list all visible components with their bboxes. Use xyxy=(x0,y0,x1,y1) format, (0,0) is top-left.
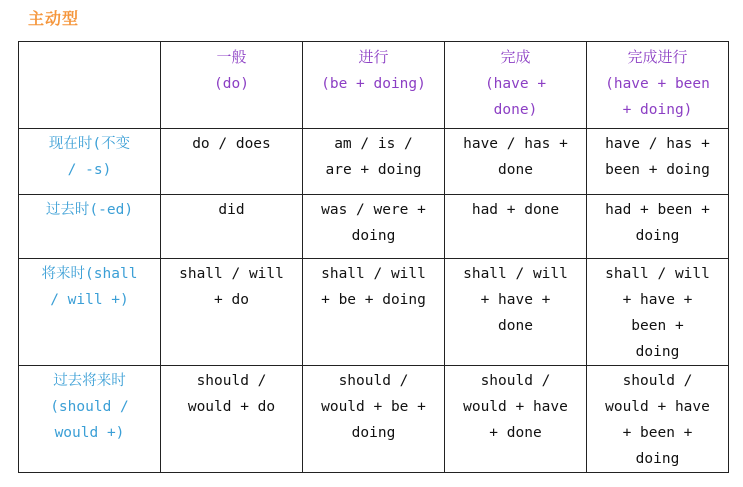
table-cell: shall / will + do xyxy=(161,259,303,366)
table-cell: am / is / are + doing xyxy=(303,129,445,195)
row-header: 现在时(不变 / -s) xyxy=(19,129,161,195)
tense-table xyxy=(18,41,729,473)
column-header-name: 进行 xyxy=(358,48,389,66)
table-row xyxy=(19,195,729,259)
column-header-form: (be + doing) xyxy=(321,76,426,92)
page-title: 主动型 xyxy=(28,9,80,28)
table-cell: have / has + been + doing xyxy=(587,129,729,195)
column-header xyxy=(587,42,729,129)
table-cell: had + done xyxy=(445,195,587,259)
table-cell: shall / will + be + doing xyxy=(303,259,445,366)
row-header: 过去时(-ed) xyxy=(19,195,161,259)
table-cell: should / would + do xyxy=(161,366,303,473)
table-cell: do / does xyxy=(161,129,303,195)
table-cell: should / would + have + done xyxy=(445,366,587,473)
column-header xyxy=(303,42,445,129)
column-header xyxy=(445,42,587,129)
row-header: 将来时(shall / will +) xyxy=(19,259,161,366)
table-cell: shall / will + have + been + doing xyxy=(587,259,729,366)
table-cell: shall / will + have + done xyxy=(445,259,587,366)
column-header-form: (have + been + doing) xyxy=(605,76,710,118)
column-header-form: (do) xyxy=(214,76,249,92)
table-cell: should / would + be + doing xyxy=(303,366,445,473)
corner-cell xyxy=(19,42,161,129)
table-cell: did xyxy=(161,195,303,259)
column-header-name: 完成 xyxy=(500,48,531,66)
header-row xyxy=(19,42,729,129)
table-row xyxy=(19,129,729,195)
table-cell: have / has + done xyxy=(445,129,587,195)
column-header-form: (have + done) xyxy=(484,76,547,118)
column-header xyxy=(161,42,303,129)
column-header-name: 完成进行 xyxy=(627,48,688,66)
row-header: 过去将来时 (should / would +) xyxy=(19,366,161,473)
column-header-name: 一般 xyxy=(216,48,247,66)
table-cell: was / were + doing xyxy=(303,195,445,259)
table-cell: had + been + doing xyxy=(587,195,729,259)
table-row xyxy=(19,366,729,473)
table-cell: should / would + have + been + doing xyxy=(587,366,729,473)
table-row xyxy=(19,259,729,366)
